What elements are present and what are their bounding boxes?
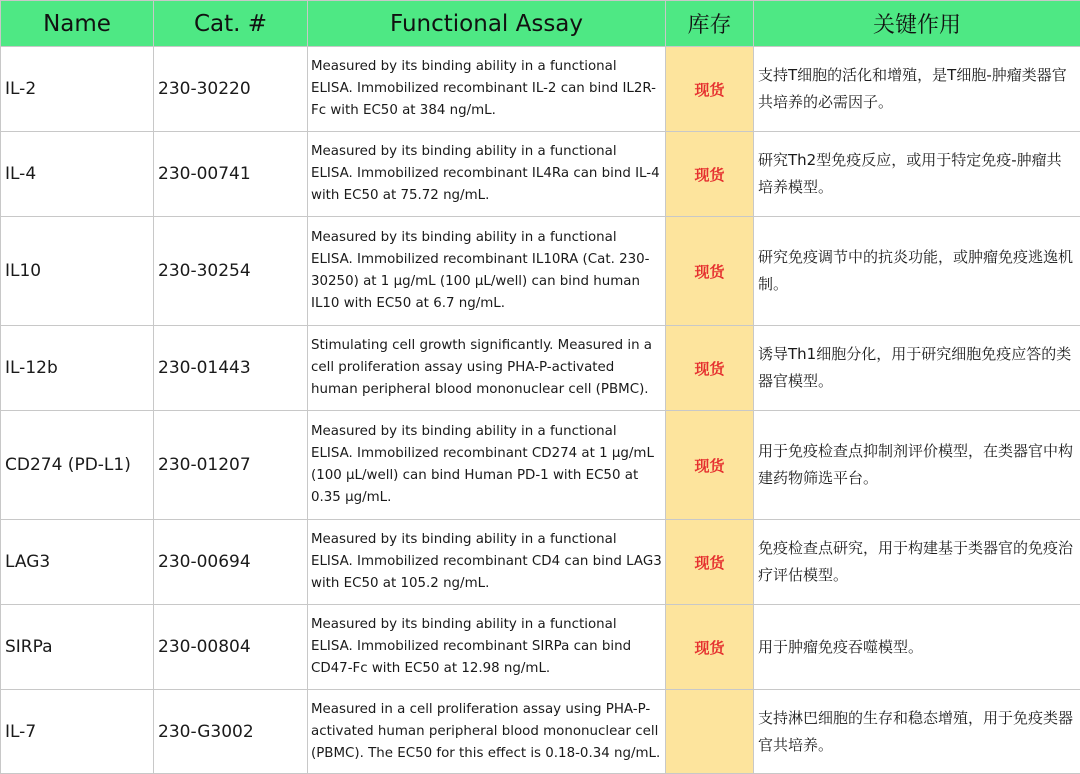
cell-role: 研究免疫调节中的抗炎功能，或肿瘤免疫逃逸机制。 <box>754 217 1080 326</box>
cell-cat: 230-00741 <box>154 132 308 217</box>
cell-cat: 230-01443 <box>154 326 308 411</box>
cell-stock: 现货 <box>666 520 754 605</box>
cell-name: IL-4 <box>1 132 154 217</box>
cell-stock: 现货 <box>666 132 754 217</box>
cell-assay: Measured by its binding ability in a functional ELISA. Immobilized recombinant IL-2 can bind IL2R-Fc with EC50 at 384 ng/mL. <box>308 47 666 132</box>
cell-role: 用于免疫检查点抑制剂评价模型，在类器官中构建药物筛选平台。 <box>754 411 1080 520</box>
table-row <box>1 411 1080 520</box>
table-row <box>1 132 1080 217</box>
cell-name: CD274 (PD-L1) <box>1 411 154 520</box>
cell-cat: 230-G3002 <box>154 690 308 774</box>
cell-cat: 230-00804 <box>154 605 308 690</box>
cell-stock: 现货 <box>666 47 754 132</box>
cell-cat: 230-00694 <box>154 520 308 605</box>
cell-role: 研究Th2型免疫反应，或用于特定免疫-肿瘤共培养模型。 <box>754 132 1080 217</box>
cell-role: 用于肿瘤免疫吞噬模型。 <box>754 605 1080 690</box>
cell-role: 诱导Th1细胞分化，用于研究细胞免疫应答的类器官模型。 <box>754 326 1080 411</box>
cell-name: IL-12b <box>1 326 154 411</box>
cell-cat: 230-30254 <box>154 217 308 326</box>
cell-name: IL-7 <box>1 690 154 774</box>
cell-stock: 现货 <box>666 605 754 690</box>
cell-assay: Measured by its binding ability in a functional ELISA. Immobilized recombinant IL10RA (Cat. 230-30250) at 1 µg/mL (100 µL/well) can bind human IL10 with EC50 at 6.7 ng/mL. <box>308 217 666 326</box>
header-assay: Functional Assay <box>308 1 666 47</box>
table-row <box>1 520 1080 605</box>
cell-stock: 现货 <box>666 326 754 411</box>
cell-assay: Measured in a cell proliferation assay using PHA-P-activated human peripheral blood mononuclear cell (PBMC). The EC50 for this effect is 0.18-0.34 ng/mL. <box>308 690 666 774</box>
header-cat: Cat. # <box>154 1 308 47</box>
cell-cat: 230-30220 <box>154 47 308 132</box>
cell-name: SIRPa <box>1 605 154 690</box>
cell-assay: Stimulating cell growth significantly. Measured in a cell proliferation assay using PHA-P-activated human peripheral blood mononuclear cell (PBMC). <box>308 326 666 411</box>
table-row <box>1 47 1080 132</box>
cell-role: 支持淋巴细胞的生存和稳态增殖，用于免疫类器官共培养。 <box>754 690 1080 774</box>
cell-name: IL-2 <box>1 47 154 132</box>
cell-assay: Measured by its binding ability in a functional ELISA. Immobilized recombinant IL4Ra can bind IL-4 with EC50 at 75.72 ng/mL. <box>308 132 666 217</box>
cell-stock <box>666 690 754 774</box>
header-role: 关键作用 <box>754 1 1080 47</box>
cell-role: 免疫检查点研究，用于构建基于类器官的免疫治疗评估模型。 <box>754 520 1080 605</box>
cell-name: IL10 <box>1 217 154 326</box>
header-row <box>1 1 1080 47</box>
cell-role: 支持T细胞的活化和增殖，是T细胞-肿瘤类器官共培养的必需因子。 <box>754 47 1080 132</box>
header-name: Name <box>1 1 154 47</box>
table-row <box>1 326 1080 411</box>
cell-name: LAG3 <box>1 520 154 605</box>
cell-stock: 现货 <box>666 411 754 520</box>
cell-assay: Measured by its binding ability in a functional ELISA. Immobilized recombinant CD4 can bind LAG3 with EC50 at 105.2 ng/mL. <box>308 520 666 605</box>
table-row <box>1 605 1080 690</box>
cell-stock: 现货 <box>666 217 754 326</box>
cell-assay: Measured by its binding ability in a functional ELISA. Immobilized recombinant SIRPa can bind CD47-Fc with EC50 at 12.98 ng/mL. <box>308 605 666 690</box>
header-stock: 库存 <box>666 1 754 47</box>
table-row <box>1 217 1080 326</box>
cell-assay: Measured by its binding ability in a functional ELISA. Immobilized recombinant CD274 at 1 µg/mL (100 µL/well) can bind Human PD-1 with EC50 at 0.35 µg/mL. <box>308 411 666 520</box>
cell-cat: 230-01207 <box>154 411 308 520</box>
table-row <box>1 690 1080 774</box>
